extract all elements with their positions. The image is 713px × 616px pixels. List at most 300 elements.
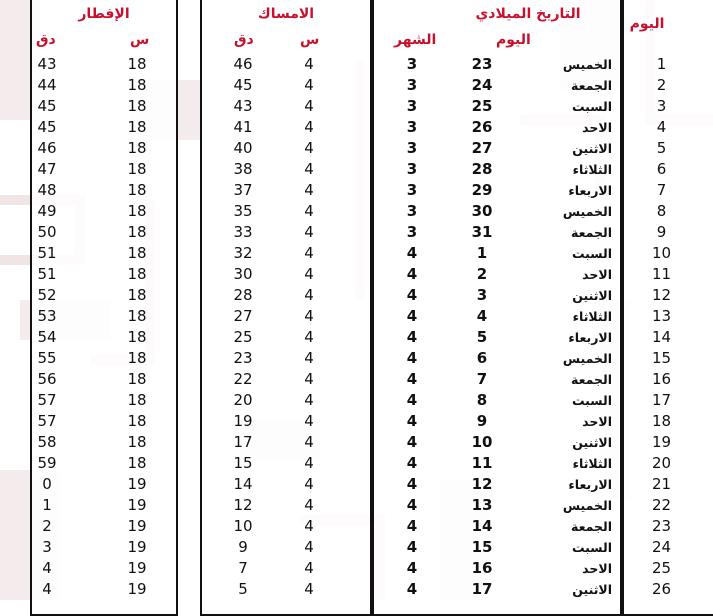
iftar-hour: 18 (127, 433, 147, 451)
imsak-hour: 4 (304, 433, 314, 451)
day-row (624, 264, 713, 285)
iftar-row (32, 432, 176, 453)
weekday-name: الاحد (582, 267, 612, 282)
greg-month: 4 (406, 391, 418, 409)
iftar-hour: 18 (127, 223, 147, 241)
imsak-minute: 38 (233, 160, 253, 178)
iftar-hour: 18 (127, 76, 147, 94)
imsak-minute: 9 (238, 538, 248, 556)
gregorian-row (374, 54, 620, 75)
weekday-name: الاحد (582, 414, 612, 429)
imsak-hour: 4 (304, 139, 314, 157)
imsak-row (202, 537, 370, 558)
day-row (624, 180, 713, 201)
imsak-hour: 4 (304, 391, 314, 409)
day-number: 21 (651, 475, 672, 493)
greg-month: 3 (406, 160, 418, 178)
greg-month: 4 (406, 349, 418, 367)
imsak-minute: 5 (238, 580, 248, 598)
imsak-hour: 4 (304, 265, 314, 283)
gregorian-row (374, 138, 620, 159)
iftar-row (32, 369, 176, 390)
iftar-row (32, 138, 176, 159)
imsak-hour: 4 (304, 181, 314, 199)
imsak-hour: 4 (304, 76, 314, 94)
imsak-row (202, 285, 370, 306)
header-imsak-hour: س (300, 32, 320, 48)
header-greg-day: اليوم (496, 32, 531, 48)
iftar-row (32, 411, 176, 432)
imsak-hour: 4 (304, 517, 314, 535)
day-row (624, 558, 713, 579)
day-row (624, 243, 713, 264)
panel-iftar (30, 0, 178, 616)
greg-day: 27 (471, 139, 493, 157)
gregorian-row (374, 159, 620, 180)
imsak-minute: 19 (233, 412, 253, 430)
day-row (624, 411, 713, 432)
iftar-hour: 18 (127, 265, 147, 283)
greg-day: 13 (471, 496, 493, 514)
greg-month: 3 (406, 76, 418, 94)
iftar-row (32, 222, 176, 243)
iftar-row (32, 474, 176, 495)
gregorian-row (374, 180, 620, 201)
day-number: 20 (651, 454, 672, 472)
imsak-row (202, 390, 370, 411)
gregorian-row (374, 369, 620, 390)
imsak-minute: 32 (233, 244, 253, 262)
imsak-row (202, 516, 370, 537)
weekday-name: الجمعة (570, 78, 612, 93)
day-number: 7 (656, 181, 667, 199)
rows-imsak (202, 54, 370, 600)
imsak-row (202, 474, 370, 495)
weekday-name: الخميس (562, 57, 612, 72)
gregorian-row (374, 348, 620, 369)
iftar-hour: 18 (127, 118, 147, 136)
gregorian-row (374, 495, 620, 516)
weekday-name: الاثنين (572, 435, 612, 450)
day-row (624, 96, 713, 117)
day-number: 16 (651, 370, 672, 388)
weekday-name: الخميس (562, 351, 612, 366)
imsak-row (202, 159, 370, 180)
greg-month: 4 (406, 307, 418, 325)
day-row (624, 75, 713, 96)
imsak-hour: 4 (304, 202, 314, 220)
iftar-row (32, 348, 176, 369)
gregorian-row (374, 474, 620, 495)
iftar-hour: 18 (127, 202, 147, 220)
gregorian-row (374, 243, 620, 264)
imsak-minute: 23 (233, 349, 253, 367)
imsak-row (202, 96, 370, 117)
day-row (624, 432, 713, 453)
imsak-minute: 37 (233, 181, 253, 199)
greg-day: 26 (471, 118, 493, 136)
greg-day: 29 (471, 181, 493, 199)
imsak-hour: 4 (304, 244, 314, 262)
weekday-name: الاثنين (572, 582, 612, 597)
iftar-minute: 46 (37, 139, 57, 157)
imsak-row (202, 222, 370, 243)
iftar-minute: 43 (37, 55, 57, 73)
imsak-row (202, 138, 370, 159)
iftar-row (32, 201, 176, 222)
weekday-name: الجمعة (570, 225, 612, 240)
greg-month: 3 (406, 55, 418, 73)
imsak-hour: 4 (304, 349, 314, 367)
day-row (624, 369, 713, 390)
greg-month: 3 (406, 118, 418, 136)
greg-day: 8 (476, 391, 488, 409)
gregorian-row (374, 453, 620, 474)
iftar-minute: 4 (42, 559, 52, 577)
iftar-row (32, 75, 176, 96)
imsak-hour: 4 (304, 223, 314, 241)
gregorian-row (374, 432, 620, 453)
iftar-row (32, 390, 176, 411)
day-number: 18 (651, 412, 672, 430)
greg-month: 4 (406, 328, 418, 346)
greg-day: 7 (476, 370, 488, 388)
day-row (624, 117, 713, 138)
imsak-minute: 27 (233, 307, 253, 325)
day-number: 14 (651, 328, 672, 346)
iftar-row (32, 117, 176, 138)
weekday-name: السبت (571, 540, 612, 555)
day-number: 3 (656, 97, 667, 115)
day-row (624, 537, 713, 558)
iftar-minute: 4 (42, 580, 52, 598)
imsak-hour: 4 (304, 370, 314, 388)
gregorian-row (374, 327, 620, 348)
gregorian-row (374, 558, 620, 579)
imsak-row (202, 579, 370, 600)
day-row (624, 222, 713, 243)
iftar-row (32, 306, 176, 327)
iftar-row (32, 159, 176, 180)
iftar-minute: 59 (37, 454, 57, 472)
gregorian-row (374, 579, 620, 600)
weekday-name: الاحد (582, 561, 612, 576)
header-iftar-minute: دق (36, 32, 56, 48)
greg-month: 4 (406, 244, 418, 262)
iftar-minute: 55 (37, 349, 57, 367)
gregorian-row (374, 516, 620, 537)
imsak-hour: 4 (304, 580, 314, 598)
imsak-minute: 20 (233, 391, 253, 409)
gregorian-row (374, 75, 620, 96)
imsak-minute: 7 (238, 559, 248, 577)
weekday-name: السبت (571, 99, 612, 114)
greg-month: 4 (406, 580, 418, 598)
weekday-name: الاربعاء (568, 183, 612, 198)
greg-day: 24 (471, 76, 493, 94)
greg-day: 11 (471, 454, 493, 472)
iftar-minute: 53 (37, 307, 57, 325)
imsak-minute: 25 (233, 328, 253, 346)
greg-day: 6 (476, 349, 488, 367)
iftar-row (32, 453, 176, 474)
day-row (624, 474, 713, 495)
day-number: 12 (651, 286, 672, 304)
imsak-minute: 45 (233, 76, 253, 94)
greg-month: 3 (406, 223, 418, 241)
iftar-hour: 19 (127, 475, 147, 493)
iftar-hour: 19 (127, 517, 147, 535)
iftar-minute: 51 (37, 265, 57, 283)
greg-month: 4 (406, 265, 418, 283)
iftar-hour: 18 (127, 244, 147, 262)
imsak-hour: 4 (304, 475, 314, 493)
imsak-hour: 4 (304, 307, 314, 325)
greg-month: 4 (406, 475, 418, 493)
iftar-hour: 19 (127, 580, 147, 598)
iftar-row (32, 180, 176, 201)
iftar-minute: 48 (37, 181, 57, 199)
imsak-row (202, 411, 370, 432)
weekday-name: السبت (571, 393, 612, 408)
greg-month: 4 (406, 454, 418, 472)
imsak-hour: 4 (304, 328, 314, 346)
iftar-hour: 18 (127, 55, 147, 73)
weekday-name: الاثنين (572, 141, 612, 156)
imsak-row (202, 306, 370, 327)
iftar-row (32, 516, 176, 537)
iftar-minute: 50 (37, 223, 57, 241)
weekday-name: الاربعاء (568, 477, 612, 492)
iftar-hour: 19 (127, 559, 147, 577)
greg-month: 4 (406, 433, 418, 451)
imsak-row (202, 264, 370, 285)
greg-day: 9 (476, 412, 488, 430)
imsak-minute: 30 (233, 265, 253, 283)
panel-day (622, 0, 713, 616)
day-number: 4 (656, 118, 667, 136)
weekday-name: الاثنين (572, 288, 612, 303)
iftar-row (32, 327, 176, 348)
imsak-row (202, 453, 370, 474)
greg-month: 4 (406, 517, 418, 535)
greg-month: 3 (406, 181, 418, 199)
iftar-hour: 19 (127, 496, 147, 514)
greg-day: 4 (476, 307, 488, 325)
imsak-hour: 4 (304, 538, 314, 556)
imsak-minute: 43 (233, 97, 253, 115)
iftar-hour: 18 (127, 160, 147, 178)
iftar-minute: 57 (37, 391, 57, 409)
day-number: 22 (651, 496, 672, 514)
greg-month: 4 (406, 370, 418, 388)
iftar-minute: 1 (42, 496, 52, 514)
iftar-minute: 45 (37, 97, 57, 115)
greg-day: 2 (476, 265, 488, 283)
rows-iftar (32, 54, 176, 600)
day-row (624, 327, 713, 348)
day-number: 17 (651, 391, 672, 409)
weekday-name: الاربعاء (568, 330, 612, 345)
iftar-row (32, 537, 176, 558)
weekday-name: الثلاثاء (572, 456, 612, 471)
rows-day (624, 54, 713, 600)
day-number: 13 (651, 307, 672, 325)
weekday-name: الاحد (582, 120, 612, 135)
iftar-hour: 18 (127, 412, 147, 430)
imsak-minute: 41 (233, 118, 253, 136)
day-row (624, 348, 713, 369)
iftar-minute: 47 (37, 160, 57, 178)
greg-day: 1 (476, 244, 488, 262)
iftar-minute: 51 (37, 244, 57, 262)
imsak-row (202, 495, 370, 516)
day-number: 5 (656, 139, 667, 157)
iftar-minute: 2 (42, 517, 52, 535)
day-number: 9 (656, 223, 667, 241)
day-number: 6 (656, 160, 667, 178)
gregorian-row (374, 411, 620, 432)
weekday-name: الجمعة (570, 519, 612, 534)
imsak-minute: 22 (233, 370, 253, 388)
imsak-row (202, 558, 370, 579)
greg-day: 14 (471, 517, 493, 535)
weekday-name: الخميس (562, 498, 612, 513)
imsak-hour: 4 (304, 55, 314, 73)
imsak-hour: 4 (304, 559, 314, 577)
gregorian-row (374, 201, 620, 222)
day-number: 25 (651, 559, 672, 577)
greg-day: 23 (471, 55, 493, 73)
iftar-hour: 18 (127, 328, 147, 346)
header-gregorian: التاريخ الميلادي (475, 6, 581, 22)
iftar-row (32, 243, 176, 264)
iftar-minute: 56 (37, 370, 57, 388)
greg-month: 4 (406, 286, 418, 304)
gregorian-row (374, 222, 620, 243)
imsak-minute: 17 (233, 433, 253, 451)
imsak-minute: 10 (233, 517, 253, 535)
iftar-minute: 57 (37, 412, 57, 430)
imsak-row (202, 201, 370, 222)
day-number: 23 (651, 517, 672, 535)
iftar-hour: 18 (127, 97, 147, 115)
weekday-name: السبت (571, 246, 612, 261)
greg-month: 4 (406, 538, 418, 556)
panel-imsak (200, 0, 372, 616)
greg-day: 5 (476, 328, 488, 346)
imsak-minute: 28 (233, 286, 253, 304)
greg-month: 4 (406, 412, 418, 430)
imsak-hour: 4 (304, 454, 314, 472)
gregorian-row (374, 537, 620, 558)
day-number: 26 (651, 580, 672, 598)
header-imsak-minute: دق (234, 32, 254, 48)
imsak-hour: 4 (304, 118, 314, 136)
iftar-hour: 19 (127, 538, 147, 556)
iftar-row (32, 579, 176, 600)
iftar-hour: 18 (127, 349, 147, 367)
day-row (624, 201, 713, 222)
greg-month: 3 (406, 97, 418, 115)
imsak-row (202, 243, 370, 264)
header-day: اليوم (629, 16, 665, 32)
day-row (624, 138, 713, 159)
iftar-hour: 18 (127, 139, 147, 157)
greg-day: 25 (471, 97, 493, 115)
iftar-hour: 18 (127, 391, 147, 409)
greg-day: 12 (471, 475, 493, 493)
rows-gregorian (374, 54, 620, 600)
imsak-row (202, 117, 370, 138)
imsak-hour: 4 (304, 412, 314, 430)
greg-day: 17 (471, 580, 493, 598)
imsak-row (202, 327, 370, 348)
imsak-hour: 4 (304, 160, 314, 178)
imsak-row (202, 75, 370, 96)
gregorian-row (374, 285, 620, 306)
greg-month: 3 (406, 202, 418, 220)
iftar-hour: 18 (127, 454, 147, 472)
imsak-hour: 4 (304, 496, 314, 514)
iftar-row (32, 285, 176, 306)
day-number: 15 (651, 349, 672, 367)
iftar-minute: 0 (42, 475, 52, 493)
header-imsak: الامساك (257, 6, 315, 22)
iftar-hour: 18 (127, 286, 147, 304)
day-number: 8 (656, 202, 667, 220)
day-number: 19 (651, 433, 672, 451)
iftar-minute: 49 (37, 202, 57, 220)
gregorian-row (374, 96, 620, 117)
iftar-minute: 58 (37, 433, 57, 451)
iftar-minute: 44 (37, 76, 57, 94)
iftar-row (32, 264, 176, 285)
iftar-minute: 52 (37, 286, 57, 304)
iftar-hour: 18 (127, 370, 147, 388)
header-iftar: الإفطار (78, 6, 130, 22)
iftar-minute: 45 (37, 118, 57, 136)
iftar-hour: 18 (127, 181, 147, 199)
header-month: الشهر (394, 32, 437, 48)
greg-day: 15 (471, 538, 493, 556)
header-iftar-hour: س (130, 32, 150, 48)
imsak-row (202, 369, 370, 390)
day-row (624, 54, 713, 75)
imsak-hour: 4 (304, 286, 314, 304)
imsak-minute: 15 (233, 454, 253, 472)
greg-month: 4 (406, 496, 418, 514)
iftar-row (32, 96, 176, 117)
day-row (624, 285, 713, 306)
iftar-minute: 54 (37, 328, 57, 346)
day-row (624, 579, 713, 600)
day-row (624, 516, 713, 537)
greg-month: 4 (406, 559, 418, 577)
iftar-hour: 18 (127, 307, 147, 325)
day-number: 24 (651, 538, 672, 556)
weekday-name: الجمعة (570, 372, 612, 387)
greg-day: 3 (476, 286, 488, 304)
day-row (624, 306, 713, 327)
gregorian-row (374, 390, 620, 411)
imsak-minute: 35 (233, 202, 253, 220)
greg-month: 3 (406, 139, 418, 157)
day-number: 11 (651, 265, 672, 283)
imsak-minute: 14 (233, 475, 253, 493)
imsak-minute: 46 (233, 55, 253, 73)
gregorian-row (374, 264, 620, 285)
